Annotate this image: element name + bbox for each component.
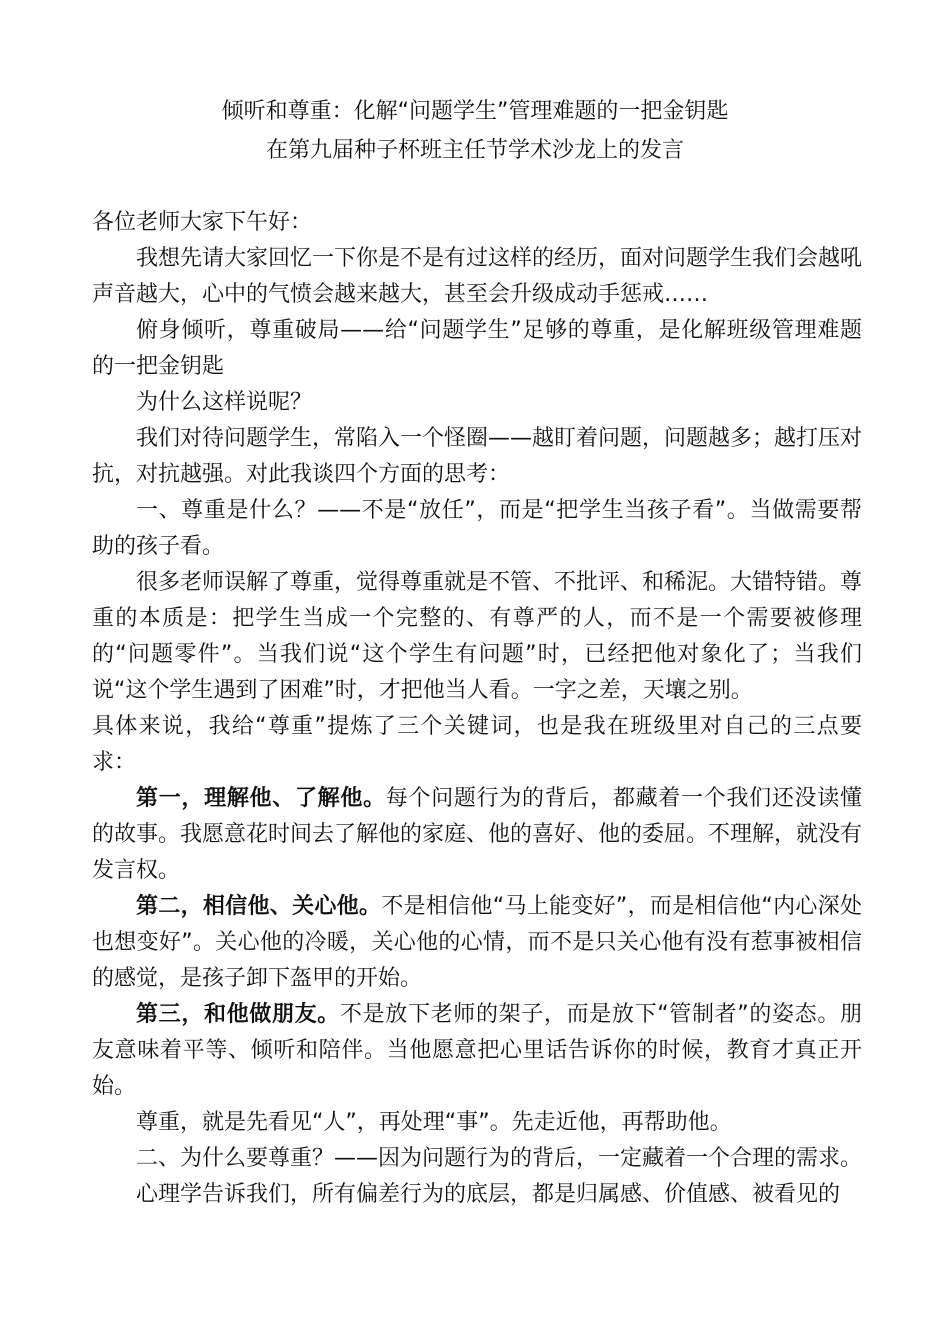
point-one-text: 每个问题行为的背后，都藏着一个我们还没读懂的故事。我愿意花时间去了解他的家庭、他的喜好、他的委屈。不理解，就没有发言权。 [92, 786, 863, 883]
paragraph-point-three [92, 997, 862, 1105]
paragraph-respect-summary: 尊重，就是先看见“人”，再处理“事”。先走近他，再帮助他。 [136, 1110, 732, 1135]
document-title: 倾听和尊重：化解“问题学生”管理难题的一把金钥匙 [221, 99, 729, 124]
paragraph-point-one [92, 781, 862, 889]
paragraph-thesis: 俯身倾听，尊重破局——给“问题学生”足够的尊重，是化解班级管理难题的一把金钥匙 [92, 318, 862, 379]
point-three-text: 不是放下老师的架子，而是放下“管制者”的姿态。朋友意味着平等、倾听和陪伴。当他愿意把心里话告诉你的时候，教育才真正开始。 [92, 1002, 862, 1099]
paragraph-psychology: 心理学告诉我们，所有偏差行为的底层，都是归属感、价值感、被看见的 [136, 1182, 841, 1207]
point-two-text: 不是相信他“马上能变好”，而是相信他“内心深处也想变好”。关心他的冷暖，关心他的心情，而不是只关心他有没有惹事被相信的感觉，是孩子卸下盔甲的开始。 [92, 894, 862, 991]
greeting-paragraph: 各位老师大家下午好： [92, 210, 313, 235]
paragraph-point-two [92, 889, 862, 997]
paragraph-three-keywords: 具体来说，我给“尊重”提炼了三个关键词，也是我在班级里对自己的三点要求： [92, 714, 862, 775]
document-subtitle: 在第九届种子杯班主任节学术沙龙上的发言 [265, 138, 684, 163]
point-two-heading: 第二，相信他、关心他。 [136, 894, 382, 919]
paragraph-vicious-circle: 我们对待问题学生，常陷入一个怪圈——越盯着问题，问题越多；越打压对抗，对抗越强。对此我谈四个方面的思考： [92, 426, 863, 487]
paragraph-recall: 我想先请大家回忆一下你是不是有过这样的经历，面对问题学生我们会越吼声音越大，心中的气愤会越来越大，甚至会升级成动手惩戒…… [92, 246, 863, 307]
paragraph-respect-essence: 很多老师误解了尊重，觉得尊重就是不管、不批评、和稀泥。大错特错。尊重的本质是：把学生当成一个完整的、有尊严的人，而不是一个需要被修理的“问题零件”。当我们说“这个学生有问题”时，已经把他对象化了；当我们说“这个学生遇到了困难”时，才把他当人看。一字之差，天壤之别。 [92, 570, 863, 703]
section-heading-two: 二、为什么要尊重？——因为问题行为的背后，一定藏着一个合理的需求。 [136, 1146, 863, 1171]
section-heading-one: 一、尊重是什么？——不是“放任”，而是“把学生当孩子看”。当做需要帮助的孩子看。 [92, 498, 862, 559]
point-three-heading: 第三，和他做朋友。 [136, 1002, 340, 1027]
document-body [92, 205, 862, 1213]
paragraph-question: 为什么这样说呢？ [136, 390, 313, 415]
point-one-heading: 第一，理解他、了解他。 [136, 786, 386, 811]
